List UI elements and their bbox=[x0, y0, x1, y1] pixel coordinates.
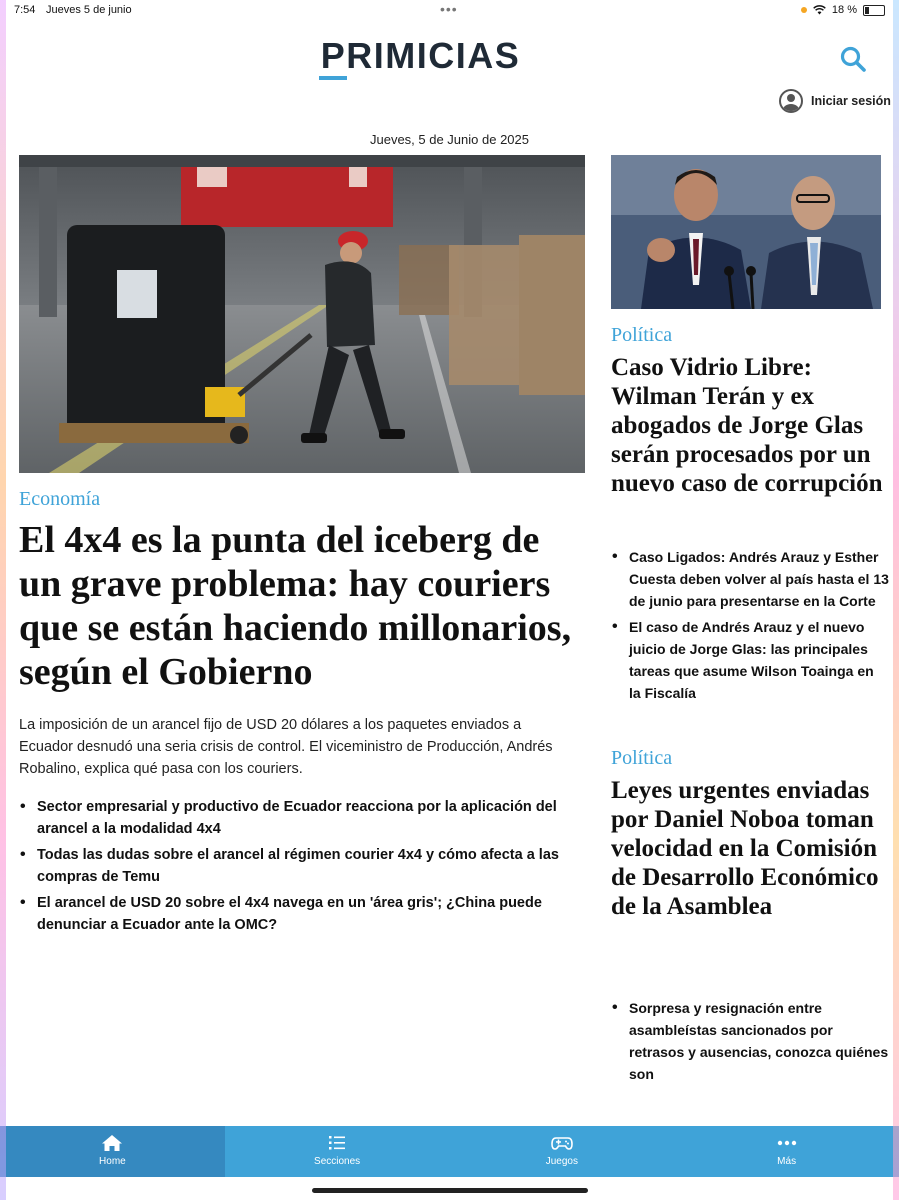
related-link[interactable]: • Sorpresa y resignación entre asambleístas sancionados por retrasos y ausencias, conozca quiénes son bbox=[611, 997, 889, 1085]
related-link[interactable]: • Todas las dudas sobre el arancel al régimen courier 4x4 y cómo afecta a las compras de Temu bbox=[19, 844, 585, 888]
search-icon[interactable] bbox=[838, 44, 868, 74]
battery-icon bbox=[863, 5, 885, 16]
home-icon bbox=[101, 1134, 123, 1152]
related-link[interactable]: • Sector empresarial y productivo de Ecuador reacciona por la aplicación del arancel a la modalidad 4x4 bbox=[19, 796, 585, 840]
main-article-headline[interactable]: El 4x4 es la punta del iceberg de un grave problema: hay couriers que se están haciendo millonarios, según el Gobierno bbox=[19, 519, 572, 693]
status-indicators bbox=[801, 4, 885, 16]
tab-home-label: Home bbox=[99, 1156, 126, 1167]
tab-mas-label: Más bbox=[777, 1156, 797, 1167]
status-date: Jueves 5 de junio bbox=[46, 4, 132, 16]
side-article-1-headline[interactable]: Caso Vidrio Libre: Wilman Terán y ex abogados de Jorge Glas serán procesados por un nuevo caso de corrupción bbox=[611, 354, 883, 497]
logo-accent-bar bbox=[319, 76, 347, 80]
status-time: 7:54 bbox=[14, 4, 36, 16]
site-logo[interactable] bbox=[318, 35, 523, 76]
side-article-image[interactable] bbox=[611, 155, 881, 309]
main-related-list bbox=[19, 796, 585, 940]
main-article-section[interactable]: Economía bbox=[19, 488, 101, 510]
side-article-2-related-list bbox=[611, 997, 889, 1089]
tab-mas[interactable] bbox=[674, 1126, 899, 1177]
warehouse-photo bbox=[19, 155, 585, 473]
tab-juegos[interactable] bbox=[450, 1126, 675, 1177]
login-button[interactable] bbox=[779, 89, 891, 113]
main-article-image[interactable] bbox=[19, 155, 585, 473]
tab-juegos-label: Juegos bbox=[545, 1156, 578, 1167]
side-article-2-section[interactable]: Política bbox=[611, 747, 673, 769]
gamepad-icon bbox=[551, 1134, 573, 1152]
tab-secciones[interactable] bbox=[225, 1126, 450, 1177]
related-link[interactable]: • El caso de Andrés Arauz y el nuevo juicio de Jorge Glas: las principales tareas que asume Wilson Toainga en la Fiscalía bbox=[611, 616, 889, 704]
screen-edge-right bbox=[893, 0, 899, 1200]
user-icon bbox=[779, 89, 803, 113]
side-article-1-related-list bbox=[611, 546, 889, 708]
tab-secciones-label: Secciones bbox=[314, 1156, 361, 1167]
wifi-icon bbox=[813, 5, 826, 15]
logo-text: PRIMICIAS bbox=[320, 35, 521, 76]
current-date: Jueves, 5 de Junio de 2025 bbox=[369, 132, 529, 147]
related-link[interactable]: • El arancel de USD 20 sobre el 4x4 navega en un 'área gris'; ¿China puede denunciar a Ecuador ante la OMC? bbox=[19, 892, 585, 936]
side-article-2-headline[interactable]: Leyes urgentes enviadas por Daniel Noboa toman velocidad en la Comisión de Desarrollo Económico de la Asamblea bbox=[611, 777, 879, 920]
side-article-1-section[interactable]: Política bbox=[611, 324, 673, 346]
privacy-dot-icon bbox=[801, 7, 807, 13]
main-article-summary[interactable]: La imposición de un arancel fijo de USD 20 dólares a los paquetes enviados a Ecuador desnudó una seria crisis de control. El viceministro de Producción, Andrés Robalino, explica qué pasa con los couriers. bbox=[19, 717, 553, 777]
status-bar bbox=[0, 0, 899, 22]
bottom-tab-bar bbox=[0, 1126, 899, 1177]
screen-edge-left bbox=[0, 0, 6, 1200]
list-icon bbox=[326, 1134, 348, 1152]
battery-percent: 18 % bbox=[831, 4, 857, 16]
login-label: Iniciar sesión bbox=[811, 94, 891, 108]
multitasking-dots-icon[interactable]: ••• bbox=[440, 1, 458, 17]
related-link[interactable]: • Caso Ligados: Andrés Arauz y Esther Cuesta deben volver al país hasta el 13 de junio para presentarse en la Corte bbox=[611, 546, 889, 612]
home-indicator[interactable] bbox=[312, 1188, 588, 1193]
tab-home[interactable] bbox=[0, 1126, 225, 1177]
politicians-photo bbox=[611, 155, 881, 309]
more-icon bbox=[776, 1134, 798, 1152]
